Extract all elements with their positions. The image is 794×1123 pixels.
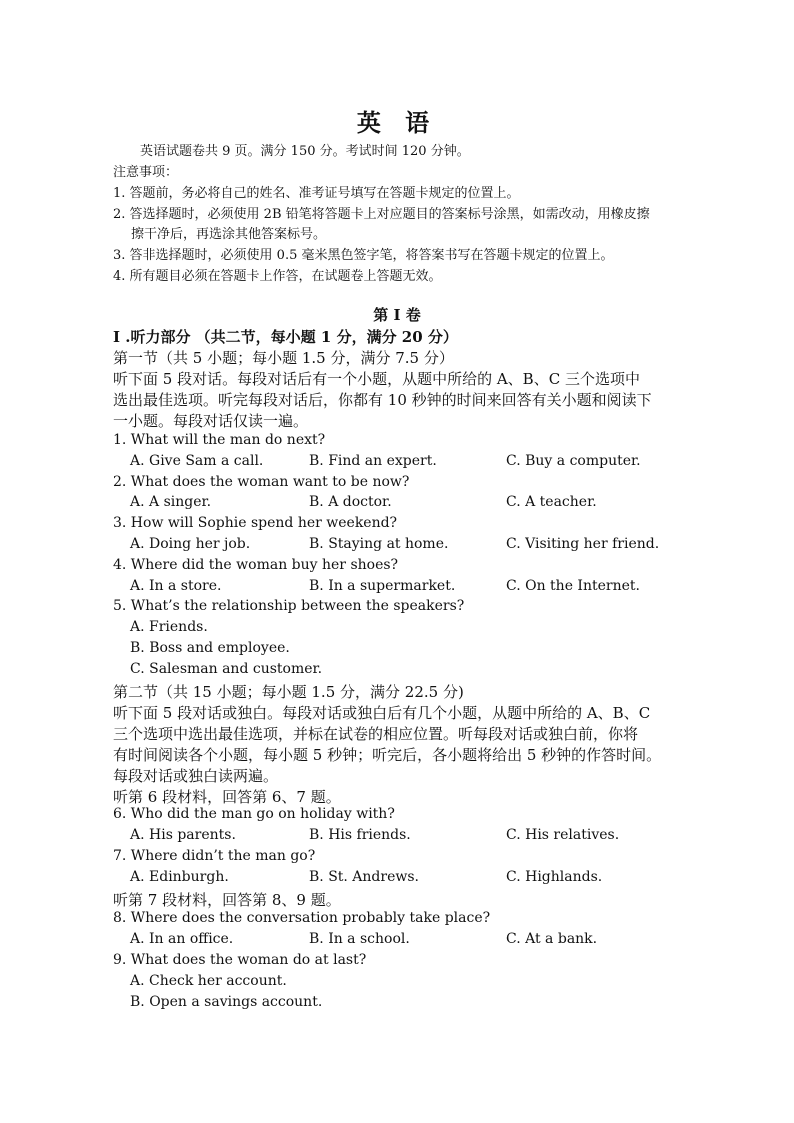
section2-instruction: 听下面 5 段对话或独白。每段对话或独白后有几个小题，从题中所给的 A、B、C [113, 704, 651, 722]
question-text: 1. What will the man do next? [113, 432, 326, 448]
option-a: A. In a store. [130, 578, 222, 594]
option-b: B. In a school. [309, 931, 410, 947]
option-c: C. His relatives. [506, 827, 620, 843]
option-b: B. Find an expert. [309, 453, 437, 469]
intro-text: 英语试题卷共 9 页。满分 150 分。考试时间 120 分钟。 [140, 144, 470, 159]
option-c: C. At a bank. [506, 931, 598, 947]
option-a: A. Edinburgh. [130, 869, 229, 885]
section1-instruction: 听下面 5 段对话。每段对话后有一个小题，从题中所给的 A、B、C 三个选项中 [113, 370, 640, 388]
option-c: C. A teacher. [506, 494, 597, 510]
part1-heading: I .听力部分 （共二节，每小题 1 分，满分 20 分） [113, 328, 458, 346]
option-b: B. His friends. [309, 827, 411, 843]
option-b: B. Open a savings account. [130, 994, 323, 1010]
section2-instruction: 有时间阅读各个小题，每小题 5 秒钟；听完后，各小题将给出 5 秒钟的作答时间。 [113, 746, 662, 764]
section2-instruction: 每段对话或独白读两遍。 [113, 767, 279, 785]
option-b: B. In a supermarket. [309, 578, 456, 594]
question-text: 8. Where does the conversation probably take place? [113, 910, 491, 926]
option-a: A. Friends. [130, 619, 208, 635]
volume-heading: 第 I 卷 [373, 306, 421, 324]
option-a: A. Give Sam a call. [130, 453, 264, 469]
question-text: 6. Who did the man go on holiday with? [113, 806, 395, 822]
option-c: C. Visiting her friend. [506, 536, 660, 552]
option-a: A. In an office. [130, 931, 234, 947]
section1-heading: 第一节（共 5 小题；每小题 1.5 分，满分 7.5 分） [113, 349, 454, 367]
notice-item: 1. 答题前，务必将自己的姓名、准考证号填写在答题卡规定的位置上。 [113, 186, 520, 201]
option-b: B. A doctor. [309, 494, 392, 510]
question-text: 3. How will Sophie spend her weekend? [113, 515, 398, 531]
notice-item: 2. 答选择题时，必须使用 2B 铅笔将答题卡上对应题目的答案标号涂黑，如需改动，用橡皮擦 [113, 207, 650, 222]
question-text: 5. What’s the relationship between the speakers? [113, 598, 465, 614]
notice-item: 4. 所有题目必须在答题卡上作答，在试题卷上答题无效。 [113, 269, 442, 284]
question-text: 9. What does the woman do at last? [113, 952, 367, 968]
option-a: A. Check her account. [130, 973, 287, 989]
material-heading: 听第 7 段材料，回答第 8、9 题。 [113, 891, 341, 909]
question-text: 4. Where did the woman buy her shoes? [113, 557, 399, 573]
option-a: A. Doing her job. [130, 536, 251, 552]
notice-item: 擦干净后，再选涂其他答案标号。 [131, 227, 327, 242]
section1-instruction: 选出最佳选项。听完每段对话后，你都有 10 秒钟的时间来回答有关小题和阅读下 [113, 391, 652, 409]
section2-instruction: 三个选项中选出最佳选项，并标在试卷的相应位置。听每段对话或独白前，你将 [113, 725, 639, 743]
page-title: 英 语 [356, 108, 438, 137]
option-a: A. His parents. [130, 827, 236, 843]
option-c: C. Buy a computer. [506, 453, 641, 469]
option-b: B. Staying at home. [309, 536, 449, 552]
question-text: 2. What does the woman want to be now? [113, 474, 410, 490]
option-b: B. Boss and employee. [130, 640, 290, 656]
section1-instruction: 一小题。每段对话仅读一遍。 [113, 412, 309, 430]
section2-heading: 第二节（共 15 小题；每小题 1.5 分，满分 22.5 分) [113, 683, 464, 701]
notice-item: 3. 答非选择题时，必须使用 0.5 毫米黑色签字笔，将答案书写在答题卡规定的位置上。 [113, 248, 614, 263]
question-text: 7. Where didn’t the man go? [113, 848, 316, 864]
option-c: C. On the Internet. [506, 578, 640, 594]
notice-heading: 注意事项： [113, 165, 179, 180]
material-heading: 听第 6 段材料，回答第 6、7 题。 [113, 788, 341, 806]
option-a: A. A singer. [130, 494, 212, 510]
option-b: B. St. Andrews. [309, 869, 419, 885]
option-c: C. Highlands. [506, 869, 603, 885]
option-c: C. Salesman and customer. [130, 661, 323, 677]
